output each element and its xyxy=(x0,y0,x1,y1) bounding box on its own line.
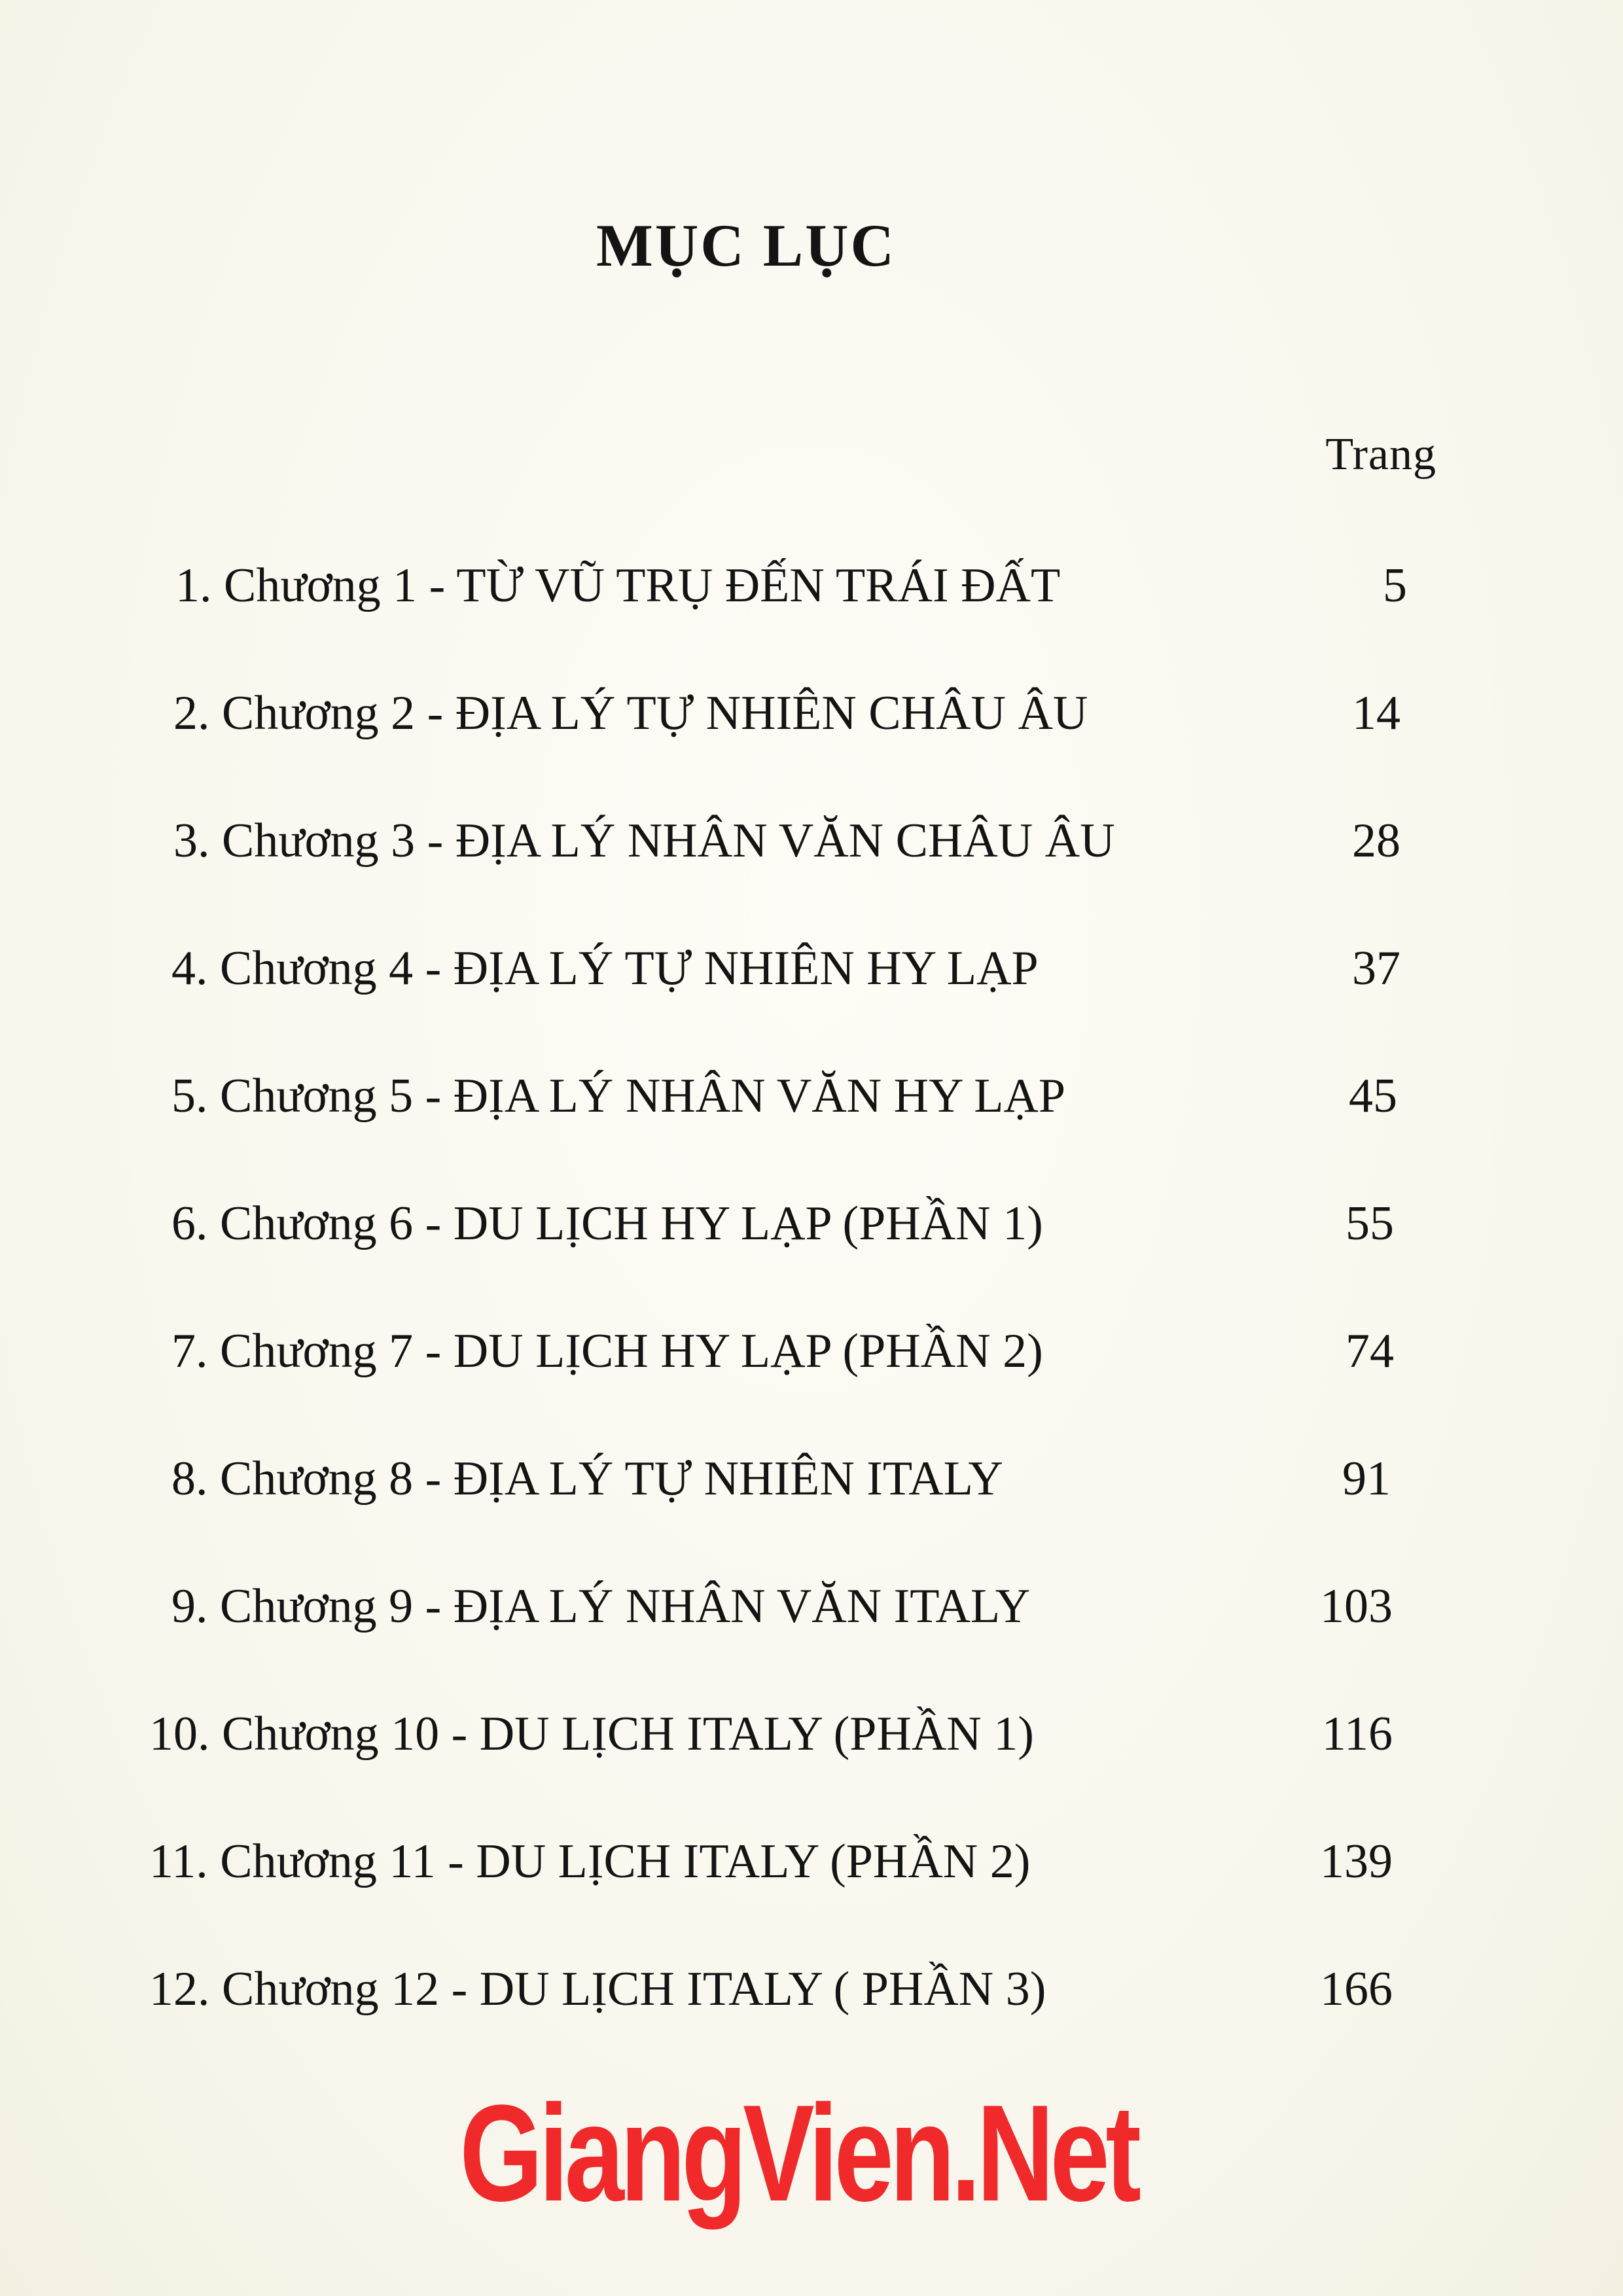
toc-entry xyxy=(0,805,1623,877)
toc-entry xyxy=(0,1188,1623,1260)
toc-entry-page: 139 xyxy=(1320,1835,1393,1888)
toc-entry-title: 4. Chương 4 - ĐỊA LÝ TỰ NHIÊN HY LẠP xyxy=(171,942,1039,995)
toc-entry xyxy=(0,677,1623,749)
toc-entry-title: 1. Chương 1 - TỪ VŨ TRỤ ĐẾN TRÁI ĐẤT xyxy=(175,559,1061,612)
toc-entry-page: 74 xyxy=(1346,1324,1394,1378)
toc-entry-title: 11. Chương 11 - DU LỊCH ITALY (PHẦN 2) xyxy=(149,1835,1031,1888)
toc-entry-title: 8. Chương 8 - ĐỊA LÝ TỰ NHIÊN ITALY xyxy=(171,1452,1003,1506)
page-title: MỤC LỤC xyxy=(596,212,896,279)
toc-entry-page: 14 xyxy=(1352,686,1400,740)
toc-entry-title: 5. Chương 5 - ĐỊA LÝ NHÂN VĂN HY LẠP xyxy=(171,1069,1066,1123)
toc-entry-title: 2. Chương 2 - ĐỊA LÝ TỰ NHIÊN CHÂU ÂU xyxy=(173,686,1088,740)
toc-entry-title: 3. Chương 3 - ĐỊA LÝ NHÂN VĂN CHÂU ÂU xyxy=(173,814,1115,868)
toc-entry xyxy=(0,1060,1623,1132)
watermark-logo: GiangVien.Net xyxy=(459,2076,1137,2230)
toc-entry-page: 28 xyxy=(1352,814,1400,868)
toc-entry-page: 91 xyxy=(1342,1452,1391,1506)
toc-entry-page: 5 xyxy=(1383,559,1407,612)
toc-entry xyxy=(0,1826,1623,1898)
toc-entry xyxy=(0,932,1623,1004)
toc-entry-title: 6. Chương 6 - DU LỊCH HY LẠP (PHẦN 1) xyxy=(171,1197,1043,1250)
toc-entry-title: 7. Chương 7 - DU LỊCH HY LẠP (PHẦN 2) xyxy=(171,1324,1043,1378)
toc-entry xyxy=(0,1570,1623,1642)
toc-entry-page: 116 xyxy=(1321,1707,1393,1761)
toc-entry-page: 166 xyxy=(1320,1962,1393,2016)
toc-entry-page: 37 xyxy=(1352,942,1400,995)
toc-entry xyxy=(0,1698,1623,1770)
toc-entry xyxy=(0,1953,1623,2025)
toc-entry xyxy=(0,550,1623,622)
toc-entry-page: 103 xyxy=(1320,1580,1393,1633)
toc-entry-title: 12. Chương 12 - DU LỊCH ITALY ( PHẦN 3) xyxy=(149,1962,1046,2016)
toc-entry-page: 55 xyxy=(1346,1197,1394,1250)
toc-entry-title: 10. Chương 10 - DU LỊCH ITALY (PHẦN 1) xyxy=(149,1707,1034,1761)
toc-entry xyxy=(0,1315,1623,1387)
page-column-label: Trang xyxy=(1325,429,1436,480)
toc-entry-title: 9. Chương 9 - ĐỊA LÝ NHÂN VĂN ITALY xyxy=(171,1580,1031,1633)
toc-entry xyxy=(0,1443,1623,1515)
toc-entry-page: 45 xyxy=(1349,1069,1397,1123)
